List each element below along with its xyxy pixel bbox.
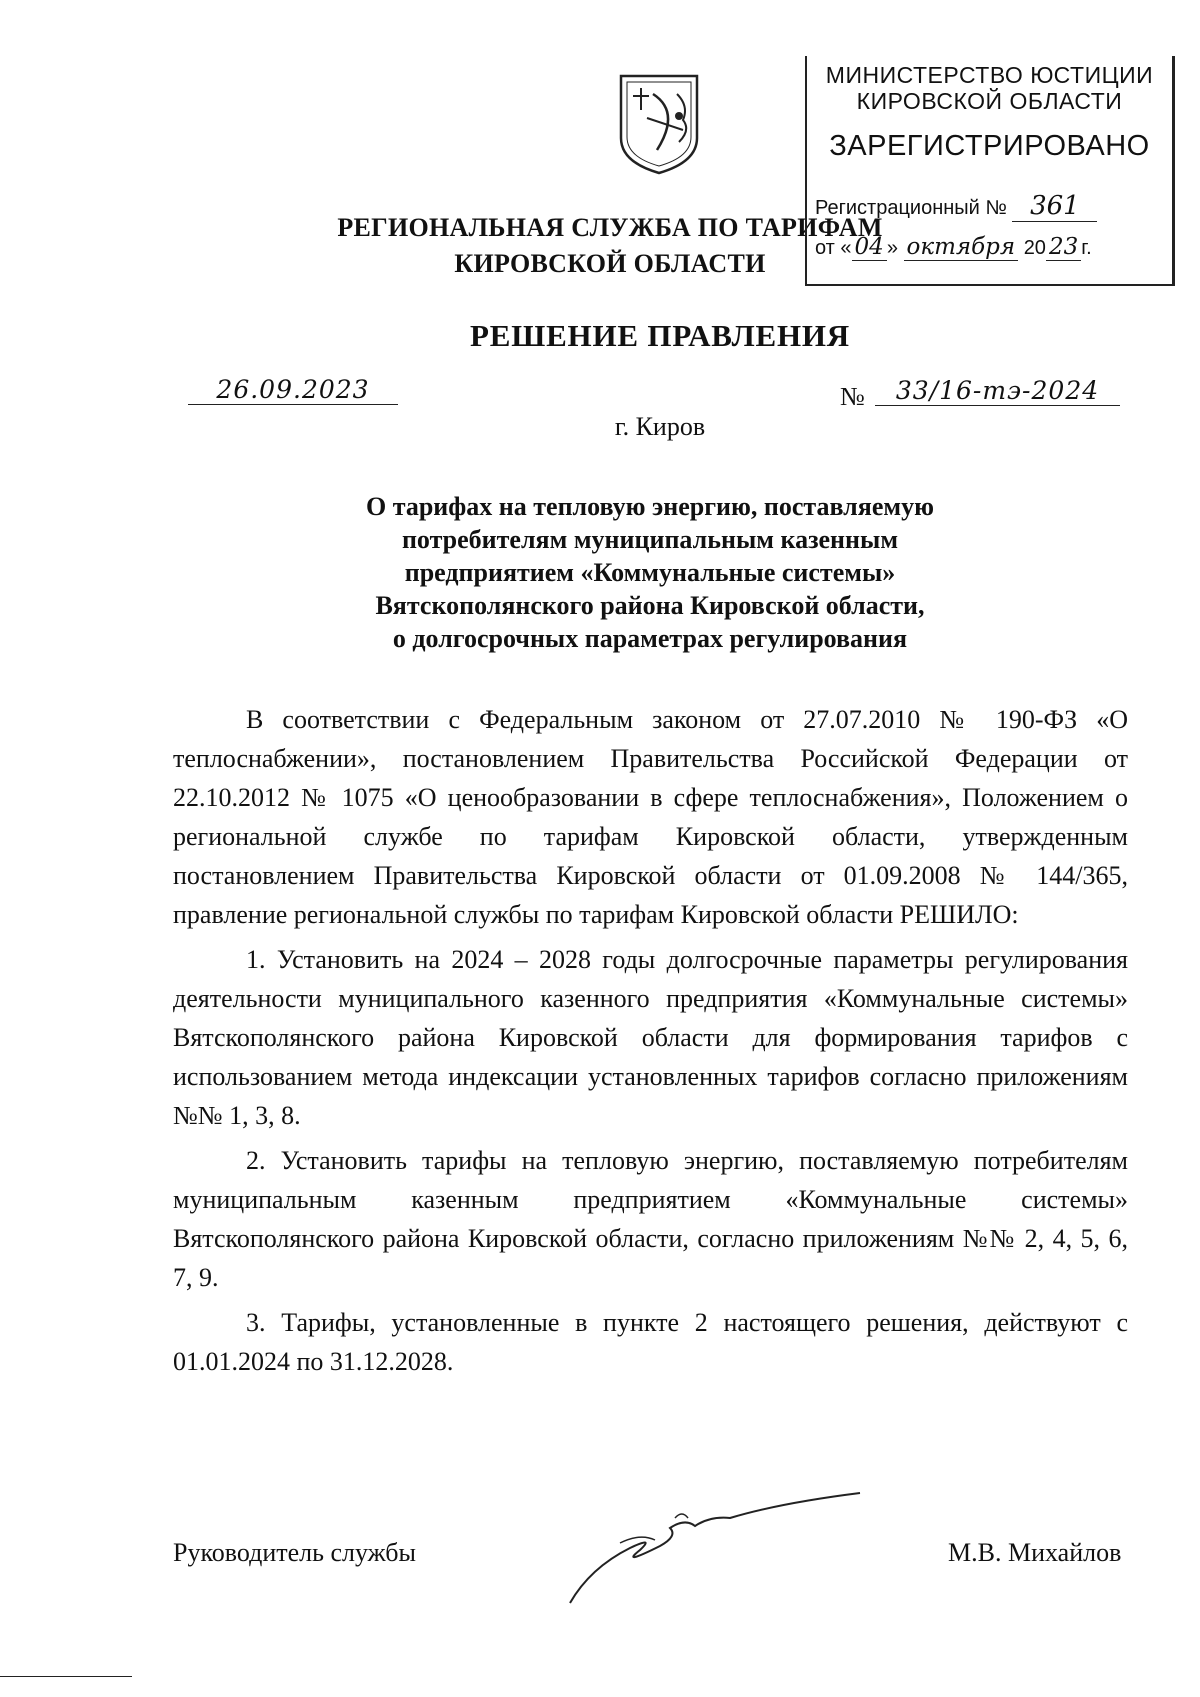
document-city: г. Киров — [614, 412, 706, 441]
signatory-name: М.В. Михайлов — [948, 1538, 1122, 1567]
handwritten-signature — [560, 1488, 890, 1608]
subject-line: Вятскополянского района Кировской области, — [375, 591, 925, 620]
stamp-reg-label: Регистрационный № — [815, 197, 1007, 219]
stamp-reg-number: 361 — [1012, 191, 1097, 222]
subject-line: о долгосрочных параметрах регулирования — [392, 624, 908, 653]
document-body — [173, 700, 1128, 1381]
document-subject — [300, 490, 1000, 655]
document-title: РЕШЕНИЕ ПРАВЛЕНИЯ — [470, 318, 850, 353]
stamp-day: 04 — [852, 234, 887, 261]
stamp-year-tail: г. — [1081, 237, 1092, 259]
stamp-ministry: МИНИСТЕРСТВО ЮСТИЦИИ — [825, 62, 1154, 88]
body-paragraph-item-1: 1. Установить на 2024 – 2028 годы долгосрочные параметры регулирования деятельности муниципального казенного предприятия «Коммунальные системы» Вятскополянского района Кировской области для формирования тарифов с использованием метода индексации установленных тарифов согласно приложениям №№ 1, 3, 8. — [173, 945, 1128, 1130]
stamp-from-label: от « — [815, 237, 852, 259]
stamp-quote-close: » — [886, 237, 898, 259]
subject-line: потребителям муниципальным казенным — [401, 525, 899, 554]
body-paragraph-preamble: В соответствии с Федеральным законом от 27.07.2010 № 190-ФЗ «О теплоснабжении», постановлением Правительства Российской Федерации от 22.10.2012 № 1075 «О ценообразовании в сфере теплоснабжения», Положением о региональной службе по тарифам Кировской области, утвержденным постановлением Правительства Кировской области от 01.09.2008 № 144/365, правление региональной службы по тарифам Кировской области РЕШИЛО: — [173, 705, 1128, 929]
document-number: 33/16-тэ-2024 — [875, 376, 1120, 406]
body-paragraph-item-2: 2. Установить тарифы на тепловую энергию, поставляемую потребителям муниципальным казенным предприятием «Коммунальные системы» Вятскополянского района Кировской области, согласно приложениям №№ 2, 4, 5, 6, 7, 9. — [173, 1146, 1128, 1292]
subject-line: О тарифах на тепловую энергию, поставляемую — [366, 492, 934, 521]
kirov-coat-of-arms-icon — [617, 72, 701, 176]
stamp-status: ЗАРЕГИСТРИРОВАНО — [829, 130, 1150, 162]
agency-name-line1: РЕГИОНАЛЬНАЯ СЛУЖБА ПО ТАРИФАМ — [337, 213, 883, 242]
stamp-year-prefix: 20 — [1023, 237, 1046, 259]
subject-line: предприятием «Коммунальные системы» — [404, 558, 896, 587]
document-number-sign: № — [840, 382, 865, 411]
stamp-region: КИРОВСКОЙ ОБЛАСТИ — [856, 88, 1123, 114]
stamp-year-suffix: 23 — [1046, 234, 1081, 261]
stamp-date-line — [815, 234, 1092, 260]
footer-divider — [0, 1676, 132, 1677]
registration-stamp — [805, 56, 1175, 286]
document-date: 26.09.2023 — [188, 375, 398, 405]
body-paragraph-item-3: 3. Тарифы, установленные в пункте 2 настоящего решения, действуют с 01.01.2024 по 31.12.2028. — [173, 1308, 1128, 1376]
stamp-month: октября — [904, 234, 1019, 261]
agency-name-line2: КИРОВСКОЙ ОБЛАСТИ — [454, 249, 766, 278]
stamp-registration-line — [815, 191, 1097, 222]
signatory-position: Руководитель службы — [173, 1538, 416, 1567]
